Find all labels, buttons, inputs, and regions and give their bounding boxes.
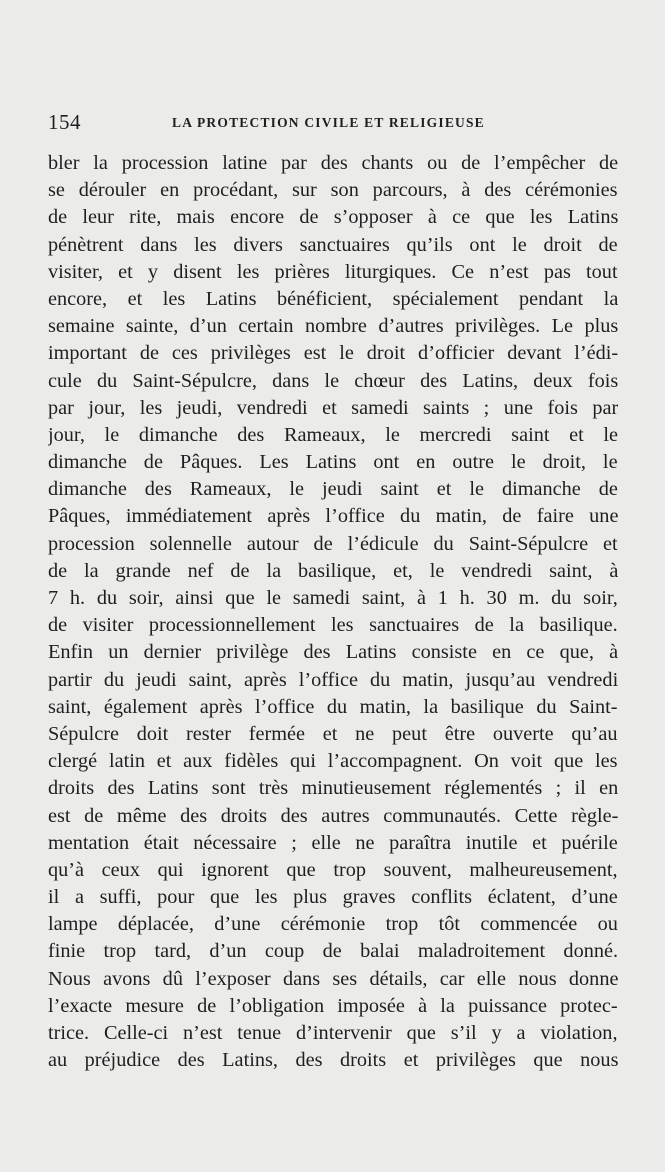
text-line: de leur rite, mais encore de s’opposer à ce que les Latins: [48, 206, 618, 229]
text-line: mentation était nécessaire ; elle ne paraîtra inutile et puérile: [48, 831, 618, 854]
text-line: clergé latin et aux fidèles qui l’accompagnent. On voit que les: [48, 750, 618, 773]
text-line: de visiter processionnellement les sanctuaires de la basilique.: [48, 614, 618, 637]
text-line: semaine sainte, d’un certain nombre d’autres privilèges. Le plus: [48, 315, 618, 338]
page-number: 154: [48, 110, 81, 134]
text-line: 7 h. du soir, ainsi que le samedi saint, à 1 h. 30 m. du soir,: [48, 587, 618, 609]
running-head: LA PROTECTION CIVILE ET RELIGIEUSE: [172, 115, 485, 130]
text-line: cule du Saint-Sépulcre, dans le chœur des Latins, deux fois: [48, 369, 618, 392]
text-line: droits des Latins sont très minutieusement réglementés ; il en: [48, 777, 618, 800]
text-line: finie trop tard, d’un coup de balai maladroitement donné.: [48, 940, 618, 963]
text-line: partir du jeudi saint, après l’office du matin, jusqu’au vendredi: [48, 668, 618, 691]
page-header: [48, 111, 618, 133]
text-line: dimanche de Pâques. Les Latins ont en outre le droit, le: [48, 451, 618, 474]
text-line: Nous avons dû l’exposer dans ses détails, car elle nous donne: [48, 967, 618, 990]
text-line: est de même des droits des autres communautés. Cette règle-: [48, 804, 618, 827]
text-line: bler la procession latine par des chants ou de l’empêcher de: [48, 152, 618, 174]
text-line: encore, et les Latins bénéficient, spécialement pendant la: [48, 287, 618, 310]
text-line: qu’à ceux qui ignorent que trop souvent, malheureusement,: [48, 858, 618, 881]
text-line: de la grande nef de la basilique, et, le vendredi saint, à: [48, 559, 618, 582]
text-line: se dérouler en procédant, sur son parcours, à des cérémonies: [48, 179, 618, 202]
text-line: dimanche des Rameaux, le jeudi saint et le dimanche de: [48, 478, 618, 501]
text-line: Sépulcre doit rester fermée et ne peut être ouverte qu’au: [48, 722, 618, 745]
text-line: lampe déplacée, d’une cérémonie trop tôt commencée ou: [48, 913, 618, 936]
text-line: procession solennelle autour de l’édicule du Saint-Sépulcre et: [48, 532, 618, 555]
text-line: par jour, les jeudi, vendredi et samedi saints ; une fois par: [48, 396, 618, 419]
text-line: Enfin un dernier privilège des Latins consiste en ce que, à: [48, 641, 618, 664]
body-text: [48, 150, 618, 1074]
text-line: au préjudice des Latins, des droits et privilèges que nous: [48, 1049, 618, 1072]
text-line: saint, également après l’office du matin, la basilique du Saint-: [48, 695, 618, 718]
text-line: important de ces privilèges est le droit d’officier devant l’édi-: [48, 342, 618, 365]
text-line: visiter, et y disent les prières liturgiques. Ce n’est pas tout: [48, 260, 618, 283]
text-line: l’exacte mesure de l’obligation imposée à la puissance protec-: [48, 994, 618, 1017]
text-line: trice. Celle-ci n’est tenue d’intervenir que s’il y a violation,: [48, 1022, 618, 1044]
text-line: jour, le dimanche des Rameaux, le mercredi saint et le: [48, 423, 618, 446]
text-line: il a suffi, pour que les plus graves conflits éclatent, d’une: [48, 886, 618, 909]
text-line: Pâques, immédiatement après l’office du matin, de faire une: [48, 505, 618, 528]
text-line: pénètrent dans les divers sanctuaires qu’ils ont le droit de: [48, 233, 618, 256]
